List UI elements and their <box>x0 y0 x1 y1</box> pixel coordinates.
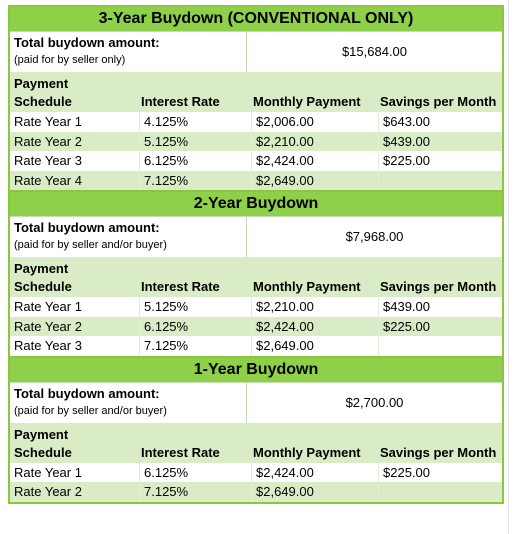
monthly-payment-cell[interactable]: $2,424.00 <box>252 463 379 483</box>
total-value[interactable]: $2,700.00 <box>345 394 404 410</box>
interest-rate-cell[interactable]: 7.125% <box>140 482 252 502</box>
interest-rate-cell[interactable]: 7.125% <box>140 336 252 356</box>
interest-rate-cell[interactable]: 6.125% <box>140 463 252 483</box>
total-label: Total buydown amount: <box>14 220 160 235</box>
block-title: 2-Year Buydown <box>10 192 502 216</box>
paid-note: (paid for by seller and/or buyer) <box>14 239 167 251</box>
header-payment[interactable]: Payment <box>14 426 69 442</box>
header-savings[interactable]: Savings per Month <box>380 444 497 460</box>
savings-cell[interactable]: $439.00 <box>383 133 430 149</box>
monthly-payment-cell[interactable]: $2,424.00 <box>252 317 379 337</box>
table-row <box>10 171 502 191</box>
monthly-payment-cell[interactable]: $2,424.00 <box>252 151 379 171</box>
table-row <box>10 112 502 132</box>
savings-cell[interactable] <box>379 482 502 502</box>
table-row <box>10 317 502 337</box>
rate-year-cell[interactable]: Rate Year 1 <box>10 463 140 483</box>
interest-rate-cell[interactable]: 5.125% <box>140 297 252 317</box>
rate-year-cell[interactable]: Rate Year 1 <box>10 297 140 317</box>
table-row <box>10 482 502 502</box>
interest-rate-cell[interactable]: 7.125% <box>140 171 252 191</box>
header-schedule[interactable]: Schedule <box>14 444 72 460</box>
header-schedule[interactable]: Schedule <box>14 94 72 109</box>
buydown-block <box>8 356 504 504</box>
header-interest-rate[interactable]: Interest Rate <box>141 94 220 109</box>
total-value[interactable]: $7,968.00 <box>345 229 404 244</box>
interest-rate-cell[interactable]: 5.125% <box>140 132 252 152</box>
table-row <box>10 297 502 317</box>
watermark: ©MLS 2025 <box>405 517 504 534</box>
interest-rate-cell[interactable]: 6.125% <box>140 151 252 171</box>
monthly-payment-cell[interactable]: $2,006.00 <box>252 112 379 132</box>
savings-cell[interactable]: $225.00 <box>383 464 430 480</box>
total-label: Total buydown amount: <box>14 385 160 401</box>
buydown-block <box>8 190 504 356</box>
header-savings[interactable]: Savings per Month <box>380 94 497 109</box>
table-row <box>10 463 502 483</box>
rate-year-cell[interactable]: Rate Year 1 <box>10 112 140 132</box>
monthly-payment-cell[interactable]: $2,649.00 <box>252 171 379 191</box>
savings-cell[interactable] <box>379 171 502 191</box>
total-label-cell[interactable] <box>10 217 247 257</box>
total-label-cell[interactable] <box>10 383 247 423</box>
total-label: Total buydown amount: <box>14 35 160 50</box>
rate-year-cell[interactable]: Rate Year 4 <box>10 171 140 191</box>
column-header-row <box>10 72 502 112</box>
header-monthly-payment[interactable]: Monthly Payment <box>253 444 361 460</box>
interest-rate-cell[interactable]: 4.125% <box>140 112 252 132</box>
header-interest-rate[interactable]: Interest Rate <box>141 279 220 294</box>
total-buydown-row <box>10 216 502 257</box>
rate-year-cell[interactable]: Rate Year 3 <box>10 151 140 171</box>
savings-cell[interactable] <box>379 336 502 356</box>
rate-year-cell[interactable]: Rate Year 2 <box>10 482 140 502</box>
rate-year-cell[interactable]: Rate Year 2 <box>10 132 140 152</box>
table-row <box>10 151 502 171</box>
savings-cell[interactable]: $439.00 <box>383 299 430 314</box>
paid-note: (paid for by seller and/or buyer) <box>14 404 167 417</box>
header-payment[interactable]: Payment <box>14 261 69 276</box>
table-row <box>10 336 502 356</box>
total-label-cell[interactable] <box>10 32 247 72</box>
monthly-payment-cell[interactable]: $2,649.00 <box>252 336 379 356</box>
total-value[interactable]: $15,684.00 <box>341 44 408 59</box>
total-buydown-row <box>10 31 502 72</box>
monthly-payment-cell[interactable]: $2,210.00 <box>252 132 379 152</box>
savings-cell[interactable]: $643.00 <box>383 114 430 129</box>
monthly-payment-cell[interactable]: $2,210.00 <box>252 297 379 317</box>
sheet-gridline <box>508 0 509 534</box>
header-monthly-payment[interactable]: Monthly Payment <box>253 94 361 109</box>
block-title: 1-Year Buydown <box>10 358 502 382</box>
buydown-block <box>8 5 504 190</box>
interest-rate-cell[interactable]: 6.125% <box>140 317 252 337</box>
header-schedule[interactable]: Schedule <box>14 279 72 294</box>
savings-cell[interactable]: $225.00 <box>383 153 430 168</box>
header-interest-rate[interactable]: Interest Rate <box>141 444 220 460</box>
header-savings[interactable]: Savings per Month <box>380 279 497 294</box>
paid-note: (paid for by seller only) <box>14 54 126 66</box>
column-header-row <box>10 257 502 297</box>
rate-year-cell[interactable]: Rate Year 2 <box>10 317 140 337</box>
total-buydown-row <box>10 382 502 423</box>
block-title: 3-Year Buydown (CONVENTIONAL ONLY) <box>10 7 502 31</box>
header-monthly-payment[interactable]: Monthly Payment <box>253 279 361 294</box>
rate-year-cell[interactable]: Rate Year 3 <box>10 336 140 356</box>
column-header-row <box>10 423 502 463</box>
savings-cell[interactable]: $225.00 <box>383 318 430 334</box>
table-row <box>10 132 502 152</box>
header-payment[interactable]: Payment <box>14 76 69 91</box>
buydown-sheet <box>8 5 504 504</box>
monthly-payment-cell[interactable]: $2,649.00 <box>252 482 379 502</box>
